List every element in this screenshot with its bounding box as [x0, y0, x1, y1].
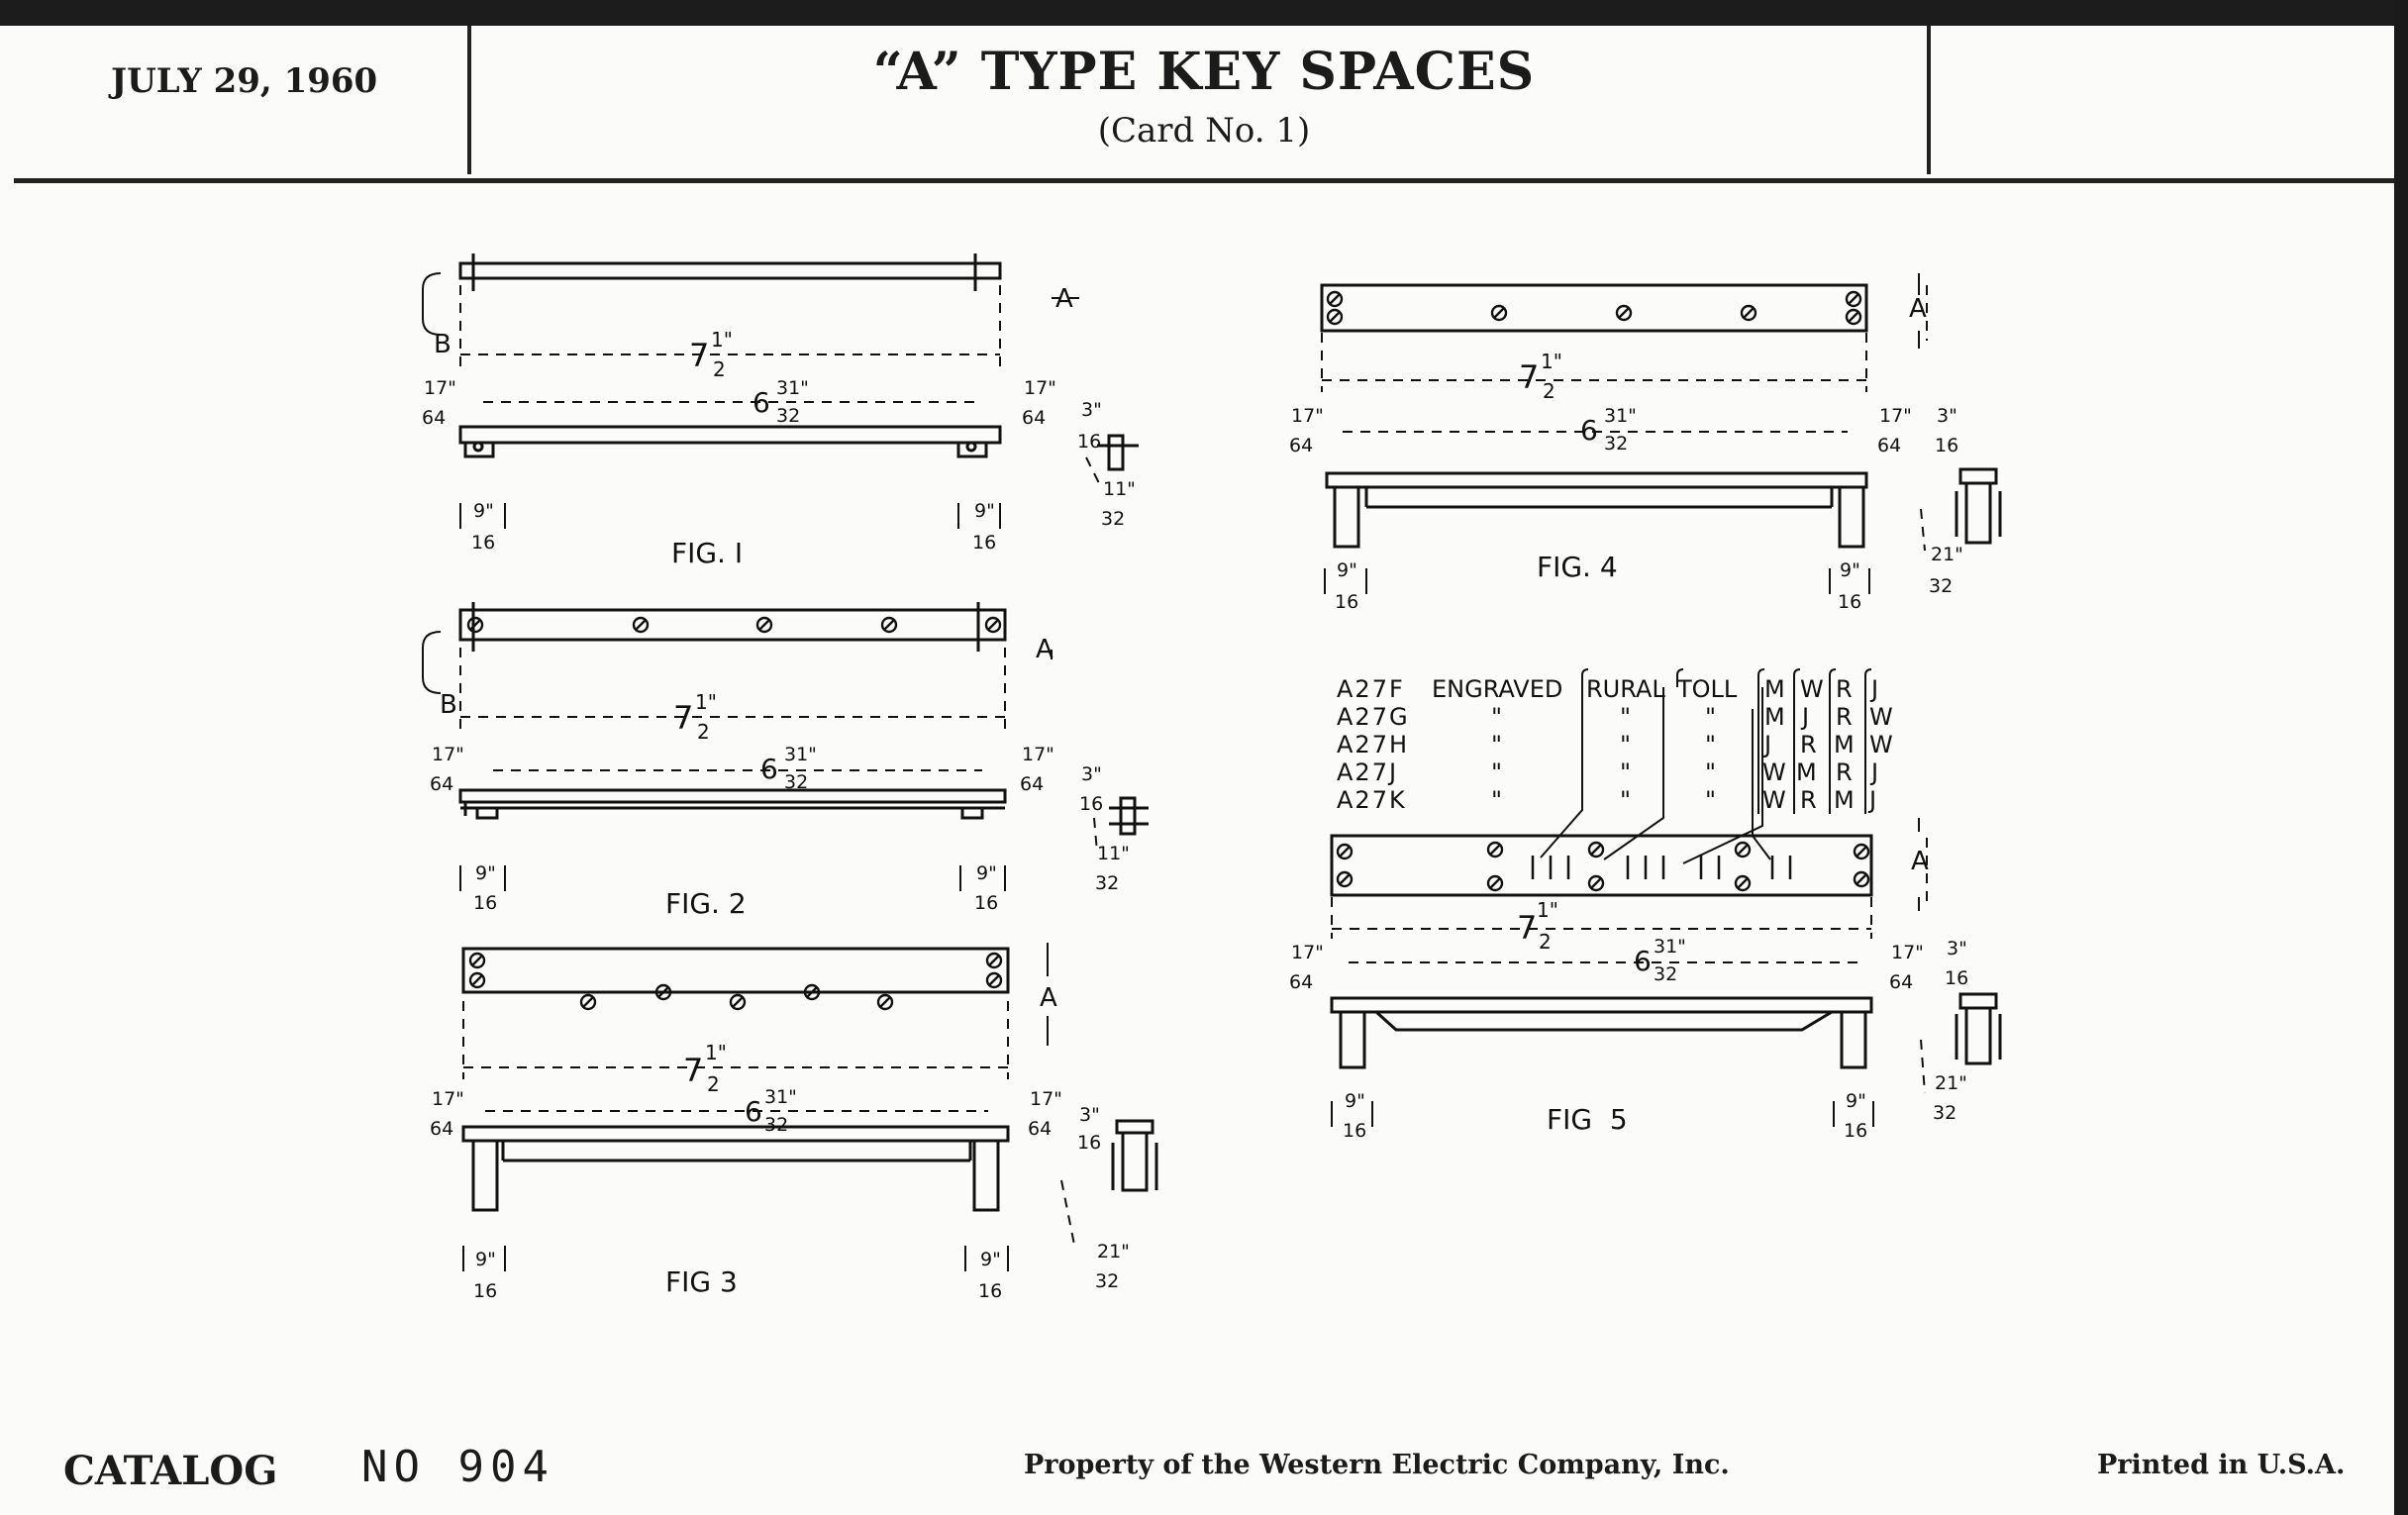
- fig4-inner-whole: 6: [1580, 414, 1598, 447]
- dimension-labels: [422, 284, 1968, 1302]
- svg-text:": ": [1620, 731, 1632, 758]
- svg-text:": ": [1705, 731, 1717, 758]
- fig3-overall-num: 1": [705, 1041, 727, 1064]
- code-row-a27j: [1337, 758, 1878, 786]
- fig2-end-left-num: 17": [432, 744, 464, 765]
- fig4-post-num: 21": [1931, 544, 1963, 565]
- fig1-b-label: B: [434, 330, 452, 359]
- fig1-foot-right-den: 16: [972, 532, 997, 554]
- catalog-card: [0, 26, 2394, 1515]
- svg-text:A27K: A27K: [1337, 786, 1407, 814]
- svg-text:": ": [1620, 786, 1632, 814]
- fig3-top-view: [463, 949, 1008, 992]
- fig4-end-left-den: 64: [1289, 435, 1314, 456]
- fig1-depth-den: 32: [1101, 508, 1126, 530]
- fig4-overall-num: 1": [1541, 350, 1562, 373]
- scan-top-edge: [0, 0, 2408, 26]
- fig5-a-label: A: [1911, 847, 1929, 876]
- svg-text:R: R: [1836, 675, 1853, 703]
- key-designation-table: [1337, 669, 1893, 814]
- fig2-end-right-den: 64: [1020, 773, 1045, 795]
- svg-text:W: W: [1762, 758, 1786, 786]
- svg-text:W: W: [1762, 786, 1786, 814]
- fig2-depth-den: 32: [1095, 872, 1120, 894]
- fig2-top-view: [460, 602, 1005, 652]
- code-row-a27g: [1337, 703, 1893, 731]
- fig4-inner-num: 31": [1604, 405, 1637, 427]
- fig2-inner-whole: 6: [760, 753, 778, 785]
- fig3-foot-left-den: 16: [473, 1280, 498, 1302]
- fig2-overall-den: 2: [697, 720, 710, 744]
- fig4-foot-left-num: 9": [1337, 559, 1357, 581]
- fig5-foot-right-den: 16: [1844, 1120, 1868, 1142]
- fig5-end-right-den: 64: [1889, 971, 1914, 993]
- fig3-end-left-den: 64: [430, 1118, 454, 1140]
- fig4-side-view: [1327, 469, 2000, 547]
- fig3-end-right-num: 17": [1030, 1088, 1062, 1110]
- fig3-inner-den: 32: [764, 1114, 789, 1136]
- fig1-inner-num: 31": [776, 377, 809, 399]
- svg-text:W: W: [1869, 703, 1893, 731]
- fig4-foot-right-den: 16: [1838, 591, 1862, 613]
- fig5-foot-left-den: 16: [1343, 1120, 1367, 1142]
- svg-text:": ": [1705, 758, 1717, 786]
- fig1-overall-whole: 7: [689, 337, 710, 374]
- fig3-overall-den: 2: [707, 1072, 720, 1096]
- code-row-a27k: [1337, 786, 1876, 814]
- fig2-a-label: A: [1036, 635, 1054, 664]
- fig5-foot-right-num: 9": [1846, 1090, 1866, 1112]
- fig1-lip-den: 16: [1077, 431, 1102, 453]
- fig4-end-right-num: 17": [1879, 405, 1912, 427]
- fig4-inner-den: 32: [1604, 433, 1629, 454]
- catalog-number: NO 904: [361, 1442, 554, 1492]
- fig1-depth-num: 11": [1103, 478, 1136, 500]
- fig1-end-left-den: 64: [422, 407, 447, 429]
- fig2-foot-right-num: 9": [976, 862, 997, 884]
- svg-text:M: M: [1834, 731, 1855, 758]
- fig1-end-right-num: 17": [1024, 377, 1056, 399]
- svg-text:A27J: A27J: [1337, 758, 1399, 786]
- svg-text:": ": [1620, 703, 1632, 731]
- fig5-inner-den: 32: [1654, 963, 1678, 985]
- extension-marks: [423, 273, 1919, 1271]
- fig3-end-right-den: 64: [1028, 1118, 1053, 1140]
- fig5-end-right-num: 17": [1891, 942, 1924, 963]
- fig2-depth-num: 11": [1097, 843, 1130, 864]
- fig5-overall-whole: 7: [1517, 909, 1538, 947]
- fig4-overall-whole: 7: [1519, 358, 1540, 396]
- svg-text:": ": [1705, 703, 1717, 731]
- fig2-lip-num: 3": [1081, 763, 1102, 785]
- fig3-lip-den: 16: [1077, 1132, 1102, 1154]
- fig3-foot-left-num: 9": [475, 1249, 496, 1270]
- fig5-lip-num: 3": [1947, 938, 1967, 960]
- svg-text:R: R: [1836, 703, 1853, 731]
- svg-text:M: M: [1834, 786, 1855, 814]
- svg-text:M: M: [1764, 675, 1785, 703]
- fig2-b-label: B: [440, 690, 457, 720]
- fig2-side-view: [460, 790, 1149, 834]
- fig1-top-view: [460, 253, 1000, 291]
- svg-text:TOLL: TOLL: [1677, 675, 1738, 703]
- svg-text:": ": [1491, 703, 1503, 731]
- fig3-post-den: 32: [1095, 1270, 1120, 1292]
- card-title: “A” TYPE KEY SPACES: [872, 42, 1536, 102]
- fig3-overall-whole: 7: [683, 1052, 704, 1089]
- card-subtitle: (Card No. 1): [1097, 111, 1311, 151]
- code-row-a27f: [1337, 675, 1878, 703]
- fig3-inner-num: 31": [764, 1086, 797, 1108]
- fig3-foot-right-den: 16: [978, 1280, 1003, 1302]
- fig1-end-left-num: 17": [424, 377, 456, 399]
- svg-text:J: J: [1802, 703, 1810, 731]
- fig5-end-left-num: 17": [1291, 942, 1324, 963]
- svg-text:R: R: [1836, 758, 1853, 786]
- svg-text:": ": [1620, 758, 1632, 786]
- svg-text:J: J: [1871, 675, 1879, 703]
- scan-right-edge: [2394, 0, 2408, 1515]
- fig5-caption: FIG 5: [1547, 1103, 1628, 1136]
- fig3-caption: FIG 3: [665, 1265, 738, 1298]
- fig4-lip-num: 3": [1937, 405, 1957, 427]
- svg-text:M: M: [1764, 703, 1785, 731]
- fig5-end-left-den: 64: [1289, 971, 1314, 993]
- fig5-inner-whole: 6: [1634, 945, 1652, 977]
- catalog-label: CATALOG: [63, 1448, 278, 1494]
- fig1-end-right-den: 64: [1022, 407, 1047, 429]
- fig3-lip-num: 3": [1079, 1104, 1100, 1126]
- svg-text:J: J: [1869, 786, 1877, 814]
- svg-text:RURAL: RURAL: [1586, 675, 1665, 703]
- fig2-overall-num: 1": [695, 690, 717, 714]
- svg-text:A27H: A27H: [1337, 731, 1410, 758]
- fig5-foot-left-num: 9": [1345, 1090, 1365, 1112]
- fig1-inner-whole: 6: [752, 386, 770, 419]
- fig5-inner-num: 31": [1654, 936, 1686, 958]
- svg-text:ENGRAVED: ENGRAVED: [1432, 675, 1563, 703]
- svg-text:A27G: A27G: [1337, 703, 1410, 731]
- card-date: JULY 29, 1960: [111, 61, 378, 101]
- svg-text:": ": [1491, 786, 1503, 814]
- fig2-inner-den: 32: [784, 771, 809, 793]
- svg-text:R: R: [1800, 786, 1817, 814]
- fig4-overall-den: 2: [1543, 379, 1555, 403]
- fig1-side-view: [460, 427, 1139, 469]
- fig3-inner-whole: 6: [745, 1095, 762, 1128]
- fig2-inner-num: 31": [784, 744, 817, 765]
- svg-text:J: J: [1871, 758, 1879, 786]
- fig4-end-right-den: 64: [1877, 435, 1902, 456]
- fig5-top-view: [1332, 687, 1871, 895]
- fig4-end-left-num: 17": [1291, 405, 1324, 427]
- technical-drawing: [0, 26, 2394, 1515]
- code-row-a27h: [1337, 731, 1893, 758]
- fig1-foot-left-den: 16: [471, 532, 496, 554]
- fig2-end-left-den: 64: [430, 773, 454, 795]
- svg-text:": ": [1705, 786, 1717, 814]
- svg-text:W: W: [1800, 675, 1824, 703]
- fig1-caption: FIG. I: [671, 537, 744, 569]
- fig2-foot-left-den: 16: [473, 892, 498, 914]
- fig2-foot-right-den: 16: [974, 892, 999, 914]
- fig4-foot-right-num: 9": [1840, 559, 1860, 581]
- svg-text:M: M: [1796, 758, 1817, 786]
- svg-text:": ": [1491, 731, 1503, 758]
- fig5-post-num: 21": [1935, 1072, 1967, 1094]
- fig3-post-num: 21": [1097, 1241, 1130, 1262]
- fig3-side-view: [463, 1121, 1156, 1210]
- fig5-lip-den: 16: [1945, 967, 1969, 989]
- svg-text:W: W: [1869, 731, 1893, 758]
- fig1-lip-num: 3": [1081, 399, 1102, 421]
- fig2-foot-left-num: 9": [475, 862, 496, 884]
- fig4-caption: FIG. 4: [1537, 551, 1618, 583]
- fig3-end-left-num: 17": [432, 1088, 464, 1110]
- svg-text:R: R: [1800, 731, 1817, 758]
- fig1-a-label: A: [1055, 284, 1073, 314]
- fig2-caption: FIG. 2: [665, 887, 747, 920]
- fig4-post-den: 32: [1929, 575, 1954, 597]
- fig5-overall-den: 2: [1539, 930, 1552, 954]
- fig4-top-view: [1322, 285, 1866, 331]
- fig3-a-label: A: [1040, 983, 1057, 1013]
- svg-text:A27F: A27F: [1337, 675, 1405, 703]
- fig2-overall-whole: 7: [673, 699, 694, 737]
- fig5-post-den: 32: [1933, 1102, 1957, 1124]
- printed-in-notice: Printed in U.S.A.: [2097, 1450, 2346, 1480]
- fig5-side-view: [1332, 994, 2000, 1067]
- fig2-end-right-num: 17": [1022, 744, 1054, 765]
- fig4-foot-left-den: 16: [1335, 591, 1359, 613]
- svg-text:J: J: [1764, 731, 1772, 758]
- svg-text:": ": [1491, 758, 1503, 786]
- fig1-foot-right-num: 9": [974, 500, 995, 522]
- fig1-inner-den: 32: [776, 405, 801, 427]
- fig1-foot-left-num: 9": [473, 500, 494, 522]
- property-notice: Property of the Western Electric Company, Inc.: [1024, 1450, 1730, 1480]
- fig4-a-label: A: [1909, 294, 1927, 324]
- fig1-overall-den: 2: [713, 357, 726, 381]
- fig4-lip-den: 16: [1935, 435, 1959, 456]
- fig1-overall-num: 1": [711, 328, 733, 352]
- fig5-overall-num: 1": [1537, 898, 1558, 922]
- fig3-foot-right-num: 9": [980, 1249, 1001, 1270]
- fig2-lip-den: 16: [1079, 793, 1104, 815]
